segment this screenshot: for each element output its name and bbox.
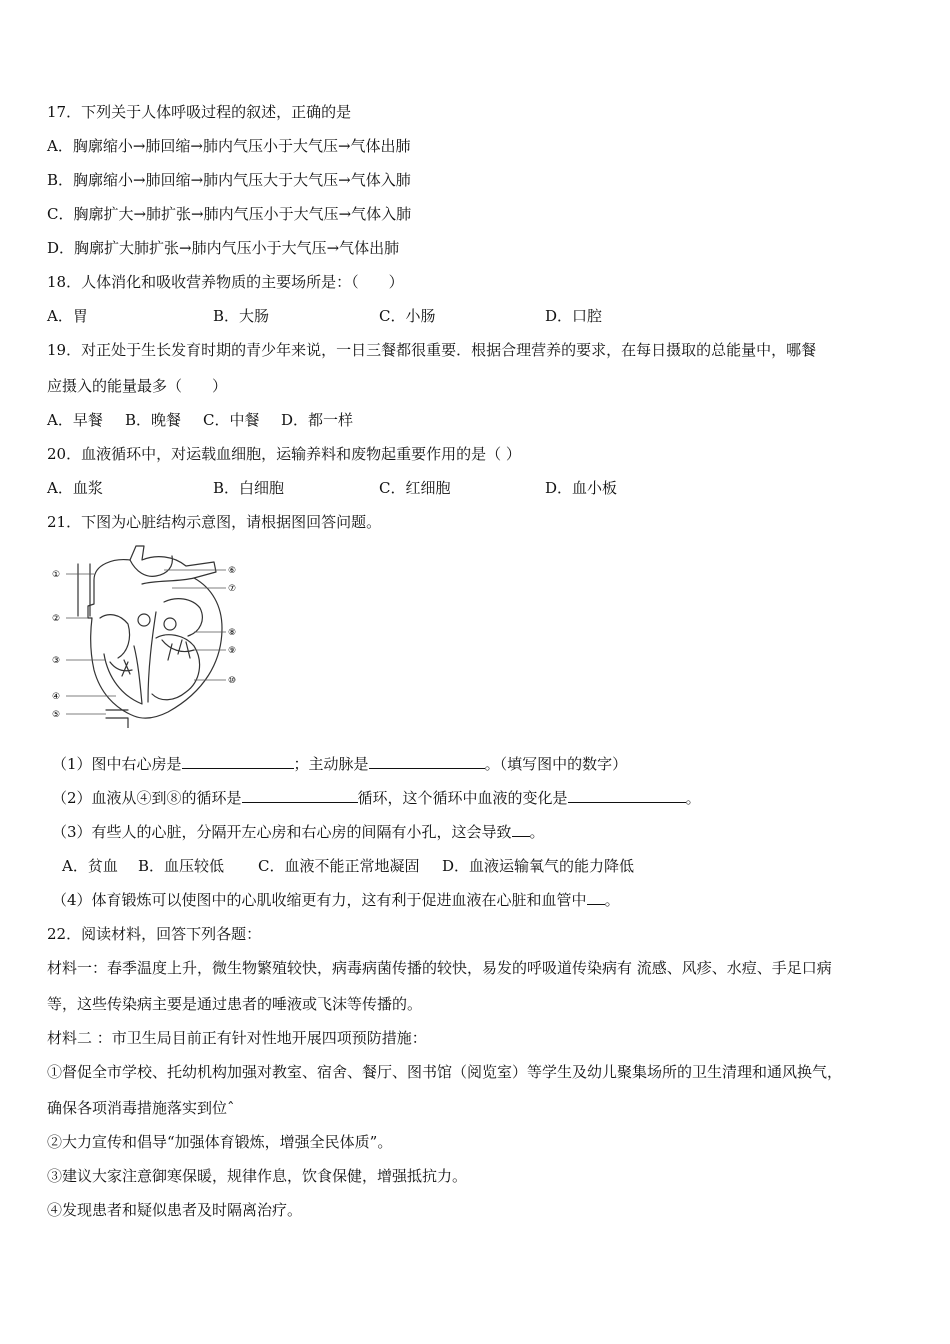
q21-sub3-option-a: A．贫血 [62, 857, 118, 875]
q20-option-b: B．白细胞 [213, 479, 285, 497]
q19-options [47, 410, 353, 430]
q21-sub2-text-a: （2）血液从④到⑧的循环是 [52, 789, 242, 807]
label-2: ② [52, 614, 61, 624]
q21-sub1-text-b: ；主动脉是 [293, 755, 369, 773]
q18-stem: 18．人体消化和吸收营养物质的主要场所是：（ ） [47, 273, 404, 291]
q17-stem: 17．下列关于人体呼吸过程的叙述，正确的是 [47, 103, 352, 121]
label-7: ⑦ [228, 584, 237, 594]
q21-sub3 [52, 822, 545, 842]
q21-sub4-text-c: 。 [604, 891, 620, 909]
q21-sub3-option-d: D．血液运输氧气的能力降低 [442, 857, 635, 875]
q21-sub4-blank[interactable] [587, 890, 605, 905]
q22-material2: 材料二 ：市卫生局目前正有针对性地开展四项预防措施： [47, 1029, 427, 1047]
q21-sub3-blank[interactable] [512, 822, 530, 837]
q21-sub1-blank-right-atrium[interactable] [182, 754, 294, 769]
q21-sub2-text-c: 。 [685, 789, 701, 807]
q21-sub1-blank-aorta[interactable] [369, 754, 485, 769]
q21-sub4-text-a: （4）体育锻炼可以使图中的心肌收缩更有力，这有利于促进血液在心脏和血管中 [52, 891, 587, 909]
label-4: ④ [52, 692, 61, 702]
q20-option-d: D．血小板 [545, 479, 618, 497]
q21-stem: 21．下图为心脏结构示意图，请根据图回答问题。 [47, 513, 382, 531]
q17-option-a: A．胸廓缩小→肺回缩→肺内气压小于大气压→气体出肺 [47, 137, 411, 155]
q18-option-d: D．口腔 [545, 307, 603, 325]
label-3: ③ [52, 656, 61, 666]
q21-sub2-blank-blood-change[interactable] [568, 788, 686, 803]
q21-sub2 [52, 788, 701, 808]
q20-option-c: C．红细胞 [379, 479, 451, 497]
q19-stem-line1: 19．对正处于生长发育时期的青少年来说，一日三餐都很重要．根据合理营养的要求，在每日摄取的总能量中，哪餐 [47, 341, 817, 359]
q21-sub2-blank-circulation[interactable] [242, 788, 358, 803]
q19-option-b: B．晚餐 [125, 411, 182, 429]
q22-measure4: ④发现患者和疑似患者及时隔离治疗。 [47, 1201, 303, 1219]
q21-sub1-text-c: 。（填写图中的数字） [484, 755, 628, 773]
q21-sub3-options [62, 856, 634, 876]
q17-option-b: B．胸廓缩小→肺回缩→肺内气压大于大气压→气体入肺 [47, 171, 411, 189]
q22-measure1-line2: 确保各项消毒措施落实到位ˆ [47, 1099, 235, 1117]
q20-stem: 20．血液循环中，对运载血细胞，运输养料和废物起重要作用的是（ ） [47, 445, 521, 463]
q22-measure2: ②大力宣传和倡导“加强体育锻炼，增强全民体质”。 [47, 1133, 393, 1151]
q19-stem-line2: 应摄入的能量最多（ ） [47, 377, 228, 395]
q17-option-c: C．胸廓扩大→肺扩张→肺内气压小于大气压→气体入肺 [47, 205, 412, 223]
q19-option-a: A．早餐 [47, 411, 103, 429]
q19-option-d: D．都一样 [281, 411, 354, 429]
label-9: ⑨ [228, 646, 237, 656]
label-5: ⑤ [52, 710, 61, 720]
q21-sub1 [52, 754, 627, 774]
label-8: ⑧ [228, 628, 237, 638]
q21-sub1-text-a: （1）图中右心房是 [52, 755, 182, 773]
q22-measure3: ③建议大家注意御寒保暖，规律作息，饮食保健，增强抵抗力。 [47, 1167, 468, 1185]
heart-structure-diagram [44, 542, 250, 728]
q21-sub2-text-b: 循环，这个循环中血液的变化是 [357, 789, 568, 807]
q17-option-d: D．胸廓扩大肺扩张→肺内气压小于大气压→气体出肺 [47, 239, 400, 257]
q21-sub3-text-a: （3）有些人的心脏，分隔开左心房和右心房的间隔有小孔，这会导致 [52, 823, 512, 841]
q18-option-b: B．大肠 [213, 307, 270, 325]
q18-option-c: C．小肠 [379, 307, 436, 325]
q20-option-a: A．血浆 [47, 479, 103, 497]
q22-material1-line2: 等，这些传染病主要是通过患者的唾液或飞沫等传播的。 [47, 995, 423, 1013]
q21-sub3-option-b: B．血压较低 [138, 857, 225, 875]
q22-material1-line1: 材料一：春季温度上升，微生物繁殖较快，病毒病菌传播的较快，易发的呼吸道传染病有 流感、风疹、水痘、手足口病 [47, 959, 832, 977]
q18-option-a: A．胃 [47, 307, 88, 325]
q18-options [47, 306, 602, 326]
q22-stem: 22．阅读材料，回答下列各题： [47, 925, 262, 943]
label-6: ⑥ [228, 566, 237, 576]
q19-option-c: C．中餐 [203, 411, 260, 429]
label-1: ① [52, 570, 61, 580]
q20-options [47, 478, 617, 498]
q21-sub3-option-c: C．血液不能正常地凝固 [258, 857, 420, 875]
label-10: ⑩ [228, 676, 237, 686]
q21-sub3-text-c: 。 [529, 823, 545, 841]
q21-sub4 [52, 890, 620, 910]
q22-measure1-line1: ①督促全市学校、托幼机构加强对教室、宿舍、餐厅、图书馆（阅览室）等学生及幼儿聚集场所的卫生清理和通风换气， [47, 1063, 843, 1081]
